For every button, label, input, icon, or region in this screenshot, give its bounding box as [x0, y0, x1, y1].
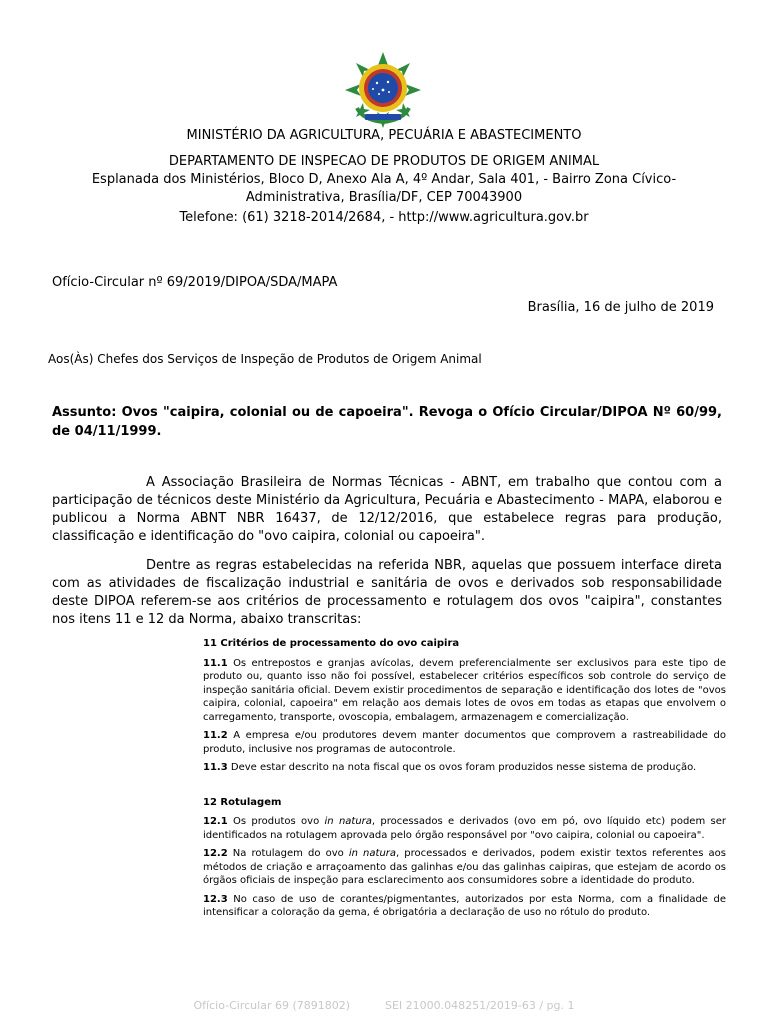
item-text: Os produtos ovo	[233, 816, 325, 827]
item-text: A empresa e/ou produtores devem manter documentos que comprovem a rastreabilidade do produto, inclusive nos programas de autocontrole.	[203, 730, 726, 755]
body-paragraph-1	[52, 474, 722, 546]
section-11-title: 11 Critérios de processamento do ovo caipira	[203, 638, 460, 649]
paragraph-2-text: Dentre as regras estabelecidas na referida NBR, aquelas que possuem interface direta com as atividades de fiscalização industrial e sanitária de ovos e derivados sob responsabilidade deste DIPOA referem-se aos critérios de processamento e rotulagem dos ovos "caipira", constantes nos itens 11 e 12 da Norma, abaixo transcritas:	[52, 558, 722, 627]
item-11-3	[203, 761, 726, 775]
item-number: 11.1	[203, 657, 228, 669]
item-12-2	[203, 847, 726, 888]
coat-of-arms-emblem	[343, 50, 423, 130]
paragraph-1-text: A Associação Brasileira de Normas Técnicas - ABNT, em trabalho que contou com a participação de técnicos deste Ministério da Agricultura, Pecuária e Abastecimento - MAPA, elaborou e publicou a Norma ABNT NBR 16437, de 12/12/2016, que estabelece regras para produção, classificação e identificação do "ovo caipira, colonial ou capoeira".	[52, 475, 722, 544]
recipients-line: Aos(Às) Chefes dos Serviços de Inspeção de Produtos de Origem Animal	[48, 352, 482, 366]
document-reference: Ofício-Circular nº 69/2019/DIPOA/SDA/MAPA	[52, 275, 338, 290]
subject-line: Assunto: Ovos "caipira, colonial ou de capoeira". Revoga o Ofício Circular/DIPOA Nº 60/99, de 04/11/1999.	[52, 405, 722, 439]
item-text: , processados e derivados (ovo em pó, ovo líquido etc) podem ser identificados na rotulagem aprovada pelo órgão responsável por "ovo caipira, colonial ou capoeira".	[203, 816, 726, 841]
item-11-2	[203, 729, 726, 756]
item-number: 12.1	[203, 816, 228, 827]
ministry-name: MINISTÉRIO DA AGRICULTURA, PECUÁRIA E ABASTECIMENTO	[186, 128, 582, 143]
item-text: , processados e derivados, podem existir textos referentes aos métodos de criação e arraçoamento das galinhas e/ou das galinhas caipiras, que estejam de acordo os órgãos oficiais de inspeção para esclarecimento aos consumidores sobre a identidade do produto.	[203, 848, 726, 886]
item-number: 11.2	[203, 730, 228, 741]
address-line-2: Administrativa, Brasília/DF, CEP 70043900	[245, 190, 523, 205]
item-12-3	[203, 893, 726, 920]
item-text: No caso de uso de corantes/pigmentantes, autorizados por esta Norma, com a finalidade de intensificar a coloração da gema, é obrigatória a declaração de uso no rótulo do produto.	[203, 893, 726, 918]
item-number: 12.2	[203, 848, 228, 859]
item-italic: in natura	[348, 848, 397, 859]
footer-process-number: SEI 21000.048251/2019-63 / pg. 1	[385, 999, 575, 1012]
item-text: Os entrepostos e granjas avícolas, devem preferencialmente ser exclusivos para este tipo de produto ou, quanto isso não foi possível, estabelecer critérios específicos sob controle do serviço de inspeção sanitária oficial. Devem existir procedimentos de separação e identificação dos lotes de "ovos caipira, colonial, capoeira" em relação aos demais lotes de ovos em todas as etapas que envolvem o carregamento, transporte, ovoscopia, embalagem, armazenagem e comercialização.	[203, 657, 726, 723]
page-footer	[0, 999, 768, 1012]
department-name: DEPARTAMENTO DE INSPECAO DE PRODUTOS DE ORIGEM ANIMAL	[168, 154, 600, 169]
item-11-1	[203, 657, 726, 725]
item-text: Na rotulagem do ovo	[232, 848, 349, 859]
item-number: 12.3	[203, 893, 228, 905]
address-line-1: Esplanada dos Ministérios, Bloco D, Anexo Ala A, 4º Andar, Sala 401, - Bairro Zona Cívico-	[91, 172, 677, 187]
norm-transcription	[203, 637, 726, 925]
item-italic: in natura	[324, 816, 372, 827]
item-number: 11.3	[203, 762, 228, 773]
section-spacer	[203, 780, 726, 796]
phone-and-website: Telefone: (61) 3218-2014/2684, - http://www.agricultura.gov.br	[179, 210, 589, 225]
document-date: Brasília, 16 de julho de 2019	[527, 300, 714, 315]
footer-document-id: Ofício-Circular 69 (7891802)	[193, 999, 351, 1012]
item-12-1	[203, 815, 726, 842]
section-12-title: 12 Rotulagem	[203, 796, 282, 808]
item-text: Deve estar descrito na nota fiscal que os ovos foram produzidos nesse sistema de produção.	[230, 762, 697, 773]
body-paragraph-2	[52, 557, 722, 629]
